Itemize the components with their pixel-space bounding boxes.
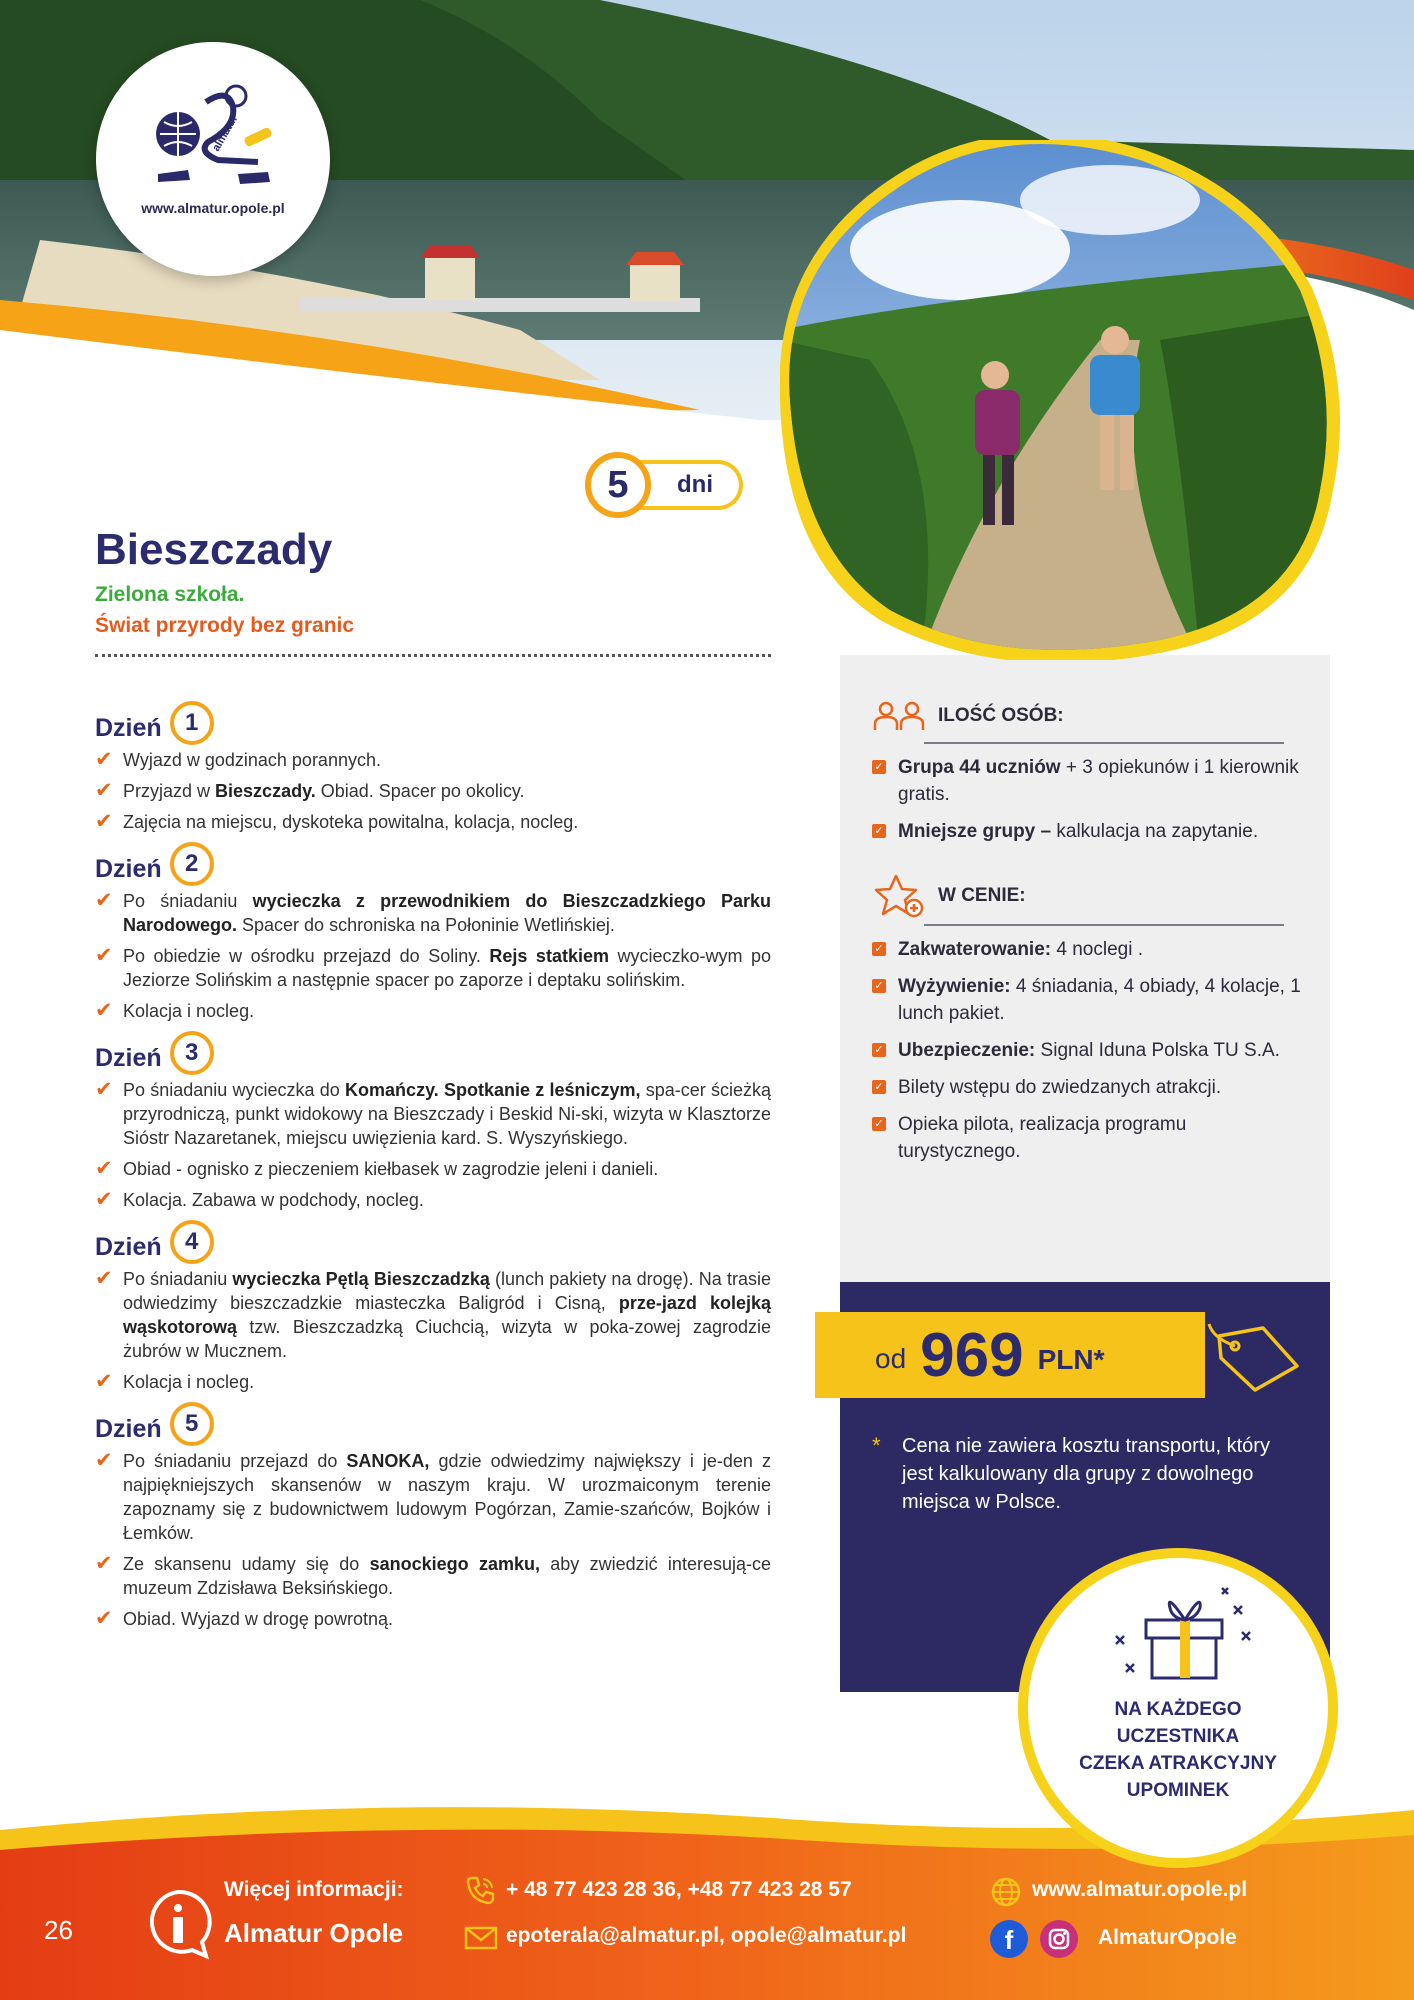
program-item-text [123,1370,254,1394]
bold-text-run: sanockiego zamku, [369,1554,540,1574]
day-label: Dzień [95,1232,162,1261]
program-item-text [123,1449,771,1545]
bold-text-run: wycieczka z przewodnikiem do Bieszczadzkiego Parku Narodowego. [123,891,771,935]
footer-emails[interactable]: epoterala@almatur.pl, opole@almatur.pl [506,1924,907,1947]
text-run: Po śniadaniu [123,1269,233,1289]
program-item-text [123,779,525,803]
price-bar [815,1312,1205,1398]
included-item-text [898,754,1312,808]
price-currency: PLN* [1037,1344,1105,1375]
program-item [95,944,771,992]
checkbox-icon: ✓ [872,824,886,838]
bold-text-run: prze-jazd kolejką wąskotorową [123,1293,771,1337]
info-icon [140,1886,216,1962]
text-run: gdzie odwiedzimy największy i je-den z najpiękniejszych skansenów w naszym kraju. W urozmaiconym terenie zapoznamy się z budownictwem ludowym Pogórzan, Zamie-szańców, Bojków i Łemków. [123,1451,771,1543]
checkbox-icon: ✓ [872,1080,886,1094]
program-item [95,810,771,834]
gift-badge [1018,1548,1338,1868]
included-section [872,872,1312,1175]
text-run: tzw. Bieszczadzką Ciuchcią, wizyta w poka-zowej zagrodzie żubrów w Mucznem. [123,1317,771,1361]
logo-url: www.almatur.opole.pl [141,200,285,216]
day-heading [95,1030,771,1076]
program-item [95,1188,771,1212]
price-note [872,1432,1292,1516]
bold-text-run: Ubezpieczenie: [898,1040,1036,1061]
page-number: 26 [44,1915,73,1945]
persons-list [872,754,1312,845]
text-run: Bilety wstępu do zwiedzanych atrakcji. [898,1077,1222,1098]
footer-phones[interactable]: + 48 77 423 28 36, +48 77 423 28 57 [506,1878,852,1901]
checkmark-icon: ✔ [95,1449,113,1472]
text-run: Obiad - ognisko z pieczeniem kiełbasek w zagrodzie jeleni i danieli. [123,1159,659,1179]
globe-icon [990,1876,1022,1908]
included-list [872,936,1312,1165]
program-item-text [123,1078,771,1150]
included-item [872,818,1312,845]
included-item-text [898,818,1258,845]
text-run: Ze skansenu udamy się do [123,1554,370,1574]
almatur-logo[interactable] [96,42,330,276]
program-item-text [123,944,771,992]
checkbox-icon: ✓ [872,1043,886,1057]
day-label: Dzień [95,1414,162,1443]
almatur-mascot-icon [148,82,278,192]
included-item [872,973,1312,1027]
program-item-text [123,748,381,772]
program-item-text [123,810,578,834]
persons-heading-row [872,700,1312,732]
day-number-badge: 3 [170,1031,214,1075]
text-run: Wyjazd w godzinach porannych. [123,750,381,770]
text-run: (lunch pakiety na drogę). Na trasie odwiedzimy bieszczadzkie miasteczka Baligród i Cisną, [123,1269,771,1313]
asterisk-icon: * [872,1433,881,1458]
bold-text-run: SANOKA, [346,1451,430,1471]
included-item [872,1037,1312,1064]
duration-unit: dni [633,460,743,510]
program-item-text [123,1552,771,1600]
text-run: + 3 opiekunów i 1 kierownik gratis. [898,757,1299,805]
day-block [95,1030,771,1212]
included-item-text [898,1037,1280,1064]
day-label: Dzień [95,713,162,742]
text-run: Kolacja i nocleg. [123,1372,255,1392]
bold-text-run: Komańczy. Spotkanie z leśniczym, [345,1080,641,1100]
text-run: Obiad. Spacer po okolicy. [315,781,525,801]
checkmark-icon: ✔ [95,779,113,802]
checkmark-icon: ✔ [95,810,113,833]
duration-number: 5 [585,452,651,518]
included-heading: W CENIE: [938,885,1026,906]
text-run: 4 śniadania, 4 obiady, 4 kolacje, 1 lunch pakiet. [898,976,1301,1024]
day-block [95,1219,771,1394]
price-tag-icon [1205,1318,1305,1398]
instagram-icon[interactable] [1040,1920,1078,1958]
checkmark-icon: ✔ [95,1267,113,1290]
program-item [95,889,771,937]
star-plus-icon [872,872,928,920]
text-run: aby zwiedzić interesują-ce muzeum Zdzisława Beksińskiego. [123,1554,771,1598]
program-item [95,999,771,1023]
day-heading [95,841,771,887]
included-item-text [898,1074,1221,1101]
bold-text-run: Grupa 44 uczniów [898,757,1061,778]
text-run: spa-cer ścieżką przyrodniczą, punkt widokowy na Bieszczady i Beskid Ni-ski, wizyta w Klasztorze Sióstr Nazaretanek, miejscu uwięzienia kard. S. Wyszyńskiego. [123,1080,772,1148]
text-run: Kolacja. Zabawa w podchody, nocleg. [123,1190,424,1210]
program-item [95,1157,771,1181]
program-item [95,1607,771,1631]
day-program [95,700,771,1638]
price-prefix: od [875,1343,907,1374]
text-run: Po śniadaniu przejazd do [123,1451,347,1471]
footer-website[interactable]: www.almatur.opole.pl [1032,1878,1248,1901]
bold-text-run: Bieszczady. [215,781,316,801]
day-number-badge: 5 [170,1402,214,1446]
text-run: Po obiedzie w ośrodku przejazd do Soliny. [123,946,490,966]
text-run: Kolacja i nocleg. [123,1001,255,1021]
program-item-text [123,1157,658,1181]
footer-info-label: Więcej informacji: [224,1878,404,1901]
program-item [95,1370,771,1394]
day-block [95,841,771,1023]
program-item [95,779,771,803]
checkbox-icon: ✓ [872,942,886,956]
persons-divider [924,742,1284,744]
included-item-text [898,936,1143,963]
subtitle-green: Zielona szkoła. [95,583,245,606]
checkbox-icon: ✓ [872,979,886,993]
duration-badge [585,452,745,518]
checkmark-icon: ✔ [95,999,113,1022]
day-label: Dzień [95,854,162,883]
included-divider [924,924,1284,926]
day-block [95,700,771,834]
text-run: Spacer do schroniska na Połoninie Wetlińskiej. [237,915,615,935]
footer-social[interactable]: AlmaturOpole [1098,1926,1237,1949]
text-run: 4 noclegi . [1051,939,1144,960]
footer-info-name: Almatur Opole [224,1918,404,1948]
checkmark-icon: ✔ [95,748,113,771]
checkmark-icon: ✔ [95,889,113,912]
program-item-text [123,1607,393,1631]
phone-icon [464,1874,496,1906]
day-number-badge: 4 [170,1220,214,1264]
text-run: Signal Iduna Polska TU S.A. [1035,1040,1280,1061]
day-heading [95,1219,771,1265]
page-title: Bieszczady [95,525,333,574]
dotted-divider [95,654,771,657]
text-run: Opieka pilota, realizacja programu turystycznego. [898,1114,1187,1162]
bold-text-run: Rejs statkiem [489,946,609,966]
gift-box-icon [1106,1586,1256,1686]
included-item-text [898,973,1312,1027]
bold-text-run: wycieczka Pętlą Bieszczadzką [232,1269,490,1289]
bold-text-run: Zakwaterowanie: [898,939,1052,960]
checkmark-icon: ✔ [95,1552,113,1575]
day-number-badge: 2 [170,842,214,886]
checkbox-icon: ✓ [872,1117,886,1131]
hiking-photo-illustration [780,140,1345,660]
day-heading [95,1401,771,1447]
day-number-badge: 1 [170,701,214,745]
text-run: wycieczko-wym po Jeziorze Solińskim a następnie spacer po zaporze i deptaku solińskim. [123,946,772,990]
price-value: 969 [920,1320,1024,1390]
checkmark-icon: ✔ [95,1078,113,1101]
email-icon [464,1925,498,1951]
included-heading-row [872,872,1312,920]
checkmark-icon: ✔ [95,944,113,967]
bold-text-run: Wyżywienie: [898,976,1011,997]
program-item [95,1449,771,1545]
program-item-text [123,889,771,937]
gift-line-3: CZEKA ATRAKCYJNY [1079,1753,1277,1774]
price-note-text: Cena nie zawiera kosztu transportu, który jest kalkulowany dla grupy z dowolnego miejsca w Polsce. [902,1435,1270,1513]
program-item-text [123,1267,771,1363]
program-item [95,748,771,772]
facebook-icon[interactable]: f [990,1920,1028,1958]
gift-line-2: UCZESTNIKA [1116,1726,1240,1747]
program-item [95,1267,771,1363]
gift-line-4: UPOMINEK [1126,1780,1230,1801]
people-icon [872,700,928,732]
bold-text-run: Mniejsze grupy – [898,821,1052,842]
hiking-children-photo [780,140,1345,660]
program-item [95,1552,771,1600]
text-run: Obiad. Wyjazd w drogę powrotną. [123,1609,393,1629]
text-run: Po śniadaniu wycieczka do [123,1080,346,1100]
persons-heading: ILOŚĆ OSÓB: [938,705,1064,726]
included-item-text [898,1111,1312,1165]
day-block [95,1401,771,1631]
checkmark-icon: ✔ [95,1370,113,1393]
gift-line-1: NA KAŻDEGO [1114,1699,1242,1720]
persons-section [872,700,1312,855]
checkmark-icon: ✔ [95,1607,113,1630]
program-item-text [123,1188,424,1212]
program-item [95,1078,771,1150]
logo-wordmark: almatur [210,113,241,154]
text-run: Po śniadaniu [123,891,253,911]
text-run: kalkulacja na zapytanie. [1051,821,1259,842]
text-run: Zajęcia na miejscu, dyskoteka powitalna, kolacja, nocleg. [123,812,579,832]
checkmark-icon: ✔ [95,1188,113,1211]
included-item [872,754,1312,808]
subtitle-orange: Świat przyrody bez granic [95,614,355,637]
checkmark-icon: ✔ [95,1157,113,1180]
text-run: Przyjazd w [123,781,216,801]
included-item [872,1111,1312,1165]
day-heading [95,700,771,746]
checkbox-icon: ✓ [872,760,886,774]
program-item-text [123,999,254,1023]
gift-text [1028,1696,1328,1804]
day-label: Dzień [95,1043,162,1072]
included-item [872,936,1312,963]
included-item [872,1074,1312,1101]
